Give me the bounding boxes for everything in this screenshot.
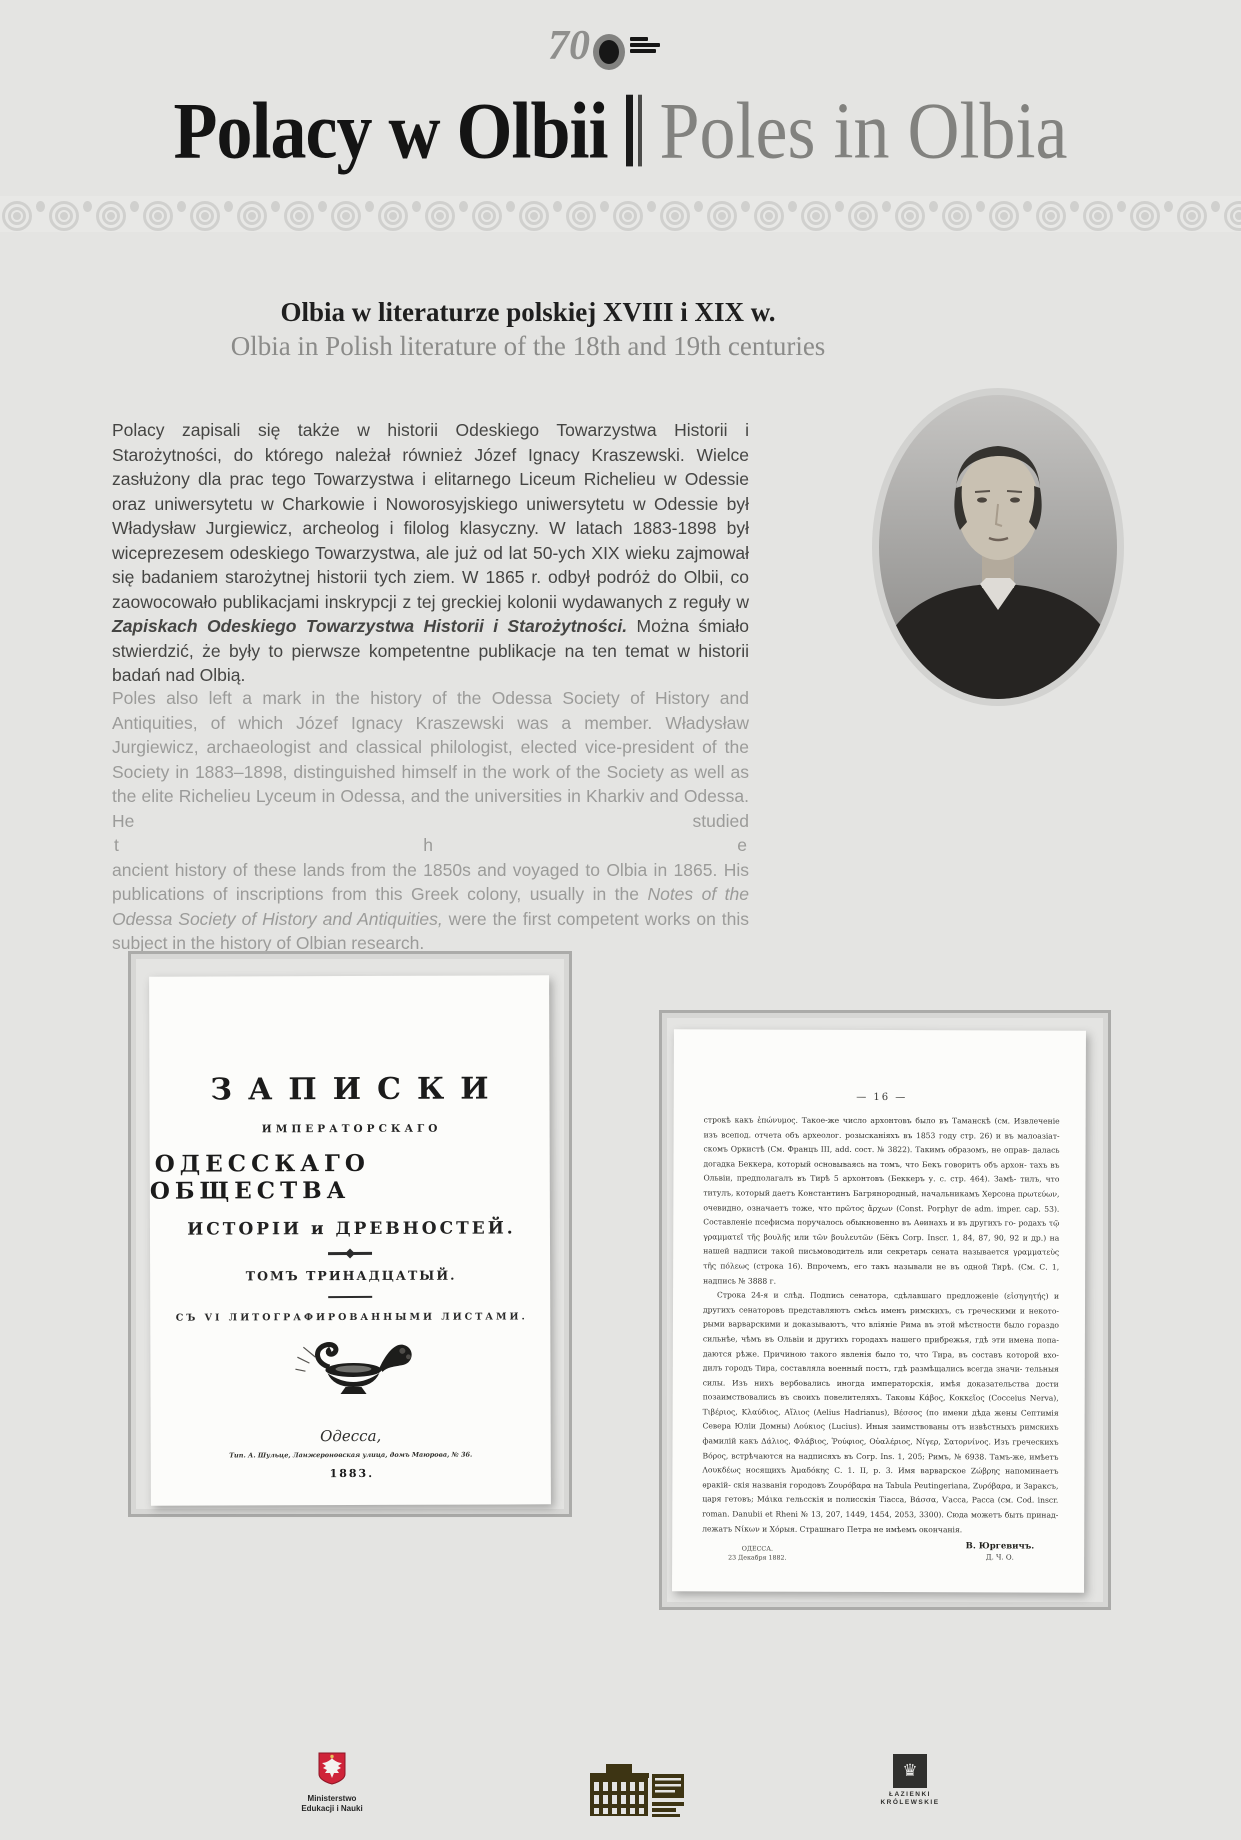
stretched-letter-h: h (423, 835, 433, 855)
doc1-city: Одесса, (320, 1426, 382, 1446)
doc1-subtitle3: ИСТОРІИ и ДРЕВНОСТЕЙ. (187, 1218, 516, 1240)
greek-wave-border (0, 196, 1241, 232)
polish-paragraph-italic: Zapiskach Odeskiego Towarzystwa Historii i Starożytności. (112, 616, 628, 636)
logo-text-bars (630, 37, 660, 53)
document2-text-page (672, 1029, 1086, 1592)
title-divider (626, 95, 642, 167)
logo-zero-mark (593, 34, 625, 70)
stretched-letter-t: t (114, 835, 119, 855)
lazienki-label-line1: ŁAZIENKI (889, 1791, 931, 1798)
logo-70-number: 70 (548, 23, 590, 69)
english-paragraph-italic: Notes of the Odessa Society of History and Antiquities, (112, 884, 749, 929)
english-paragraph-part2: ancient history of these lands from the 1850s and voyaged to Olbia in 1865. His publications of inscriptions from this Greek colony, usually in the Notes of the Odessa Society of History and Antiquities, were the first competent works on this subject in the history of Olbian research. (112, 859, 750, 953)
doc2-signature-name: В. Юргевичъ. (965, 1541, 1035, 1552)
ministry-label-line1: Ministerstwo (307, 1794, 357, 1803)
lazienki-crown-icon: ♛ (893, 1754, 927, 1788)
english-paragraph (112, 686, 749, 956)
stretched-letter-e: e (737, 835, 747, 855)
poster-title-polish: Polacy w Olbii (173, 85, 608, 176)
museum-building-logo (590, 1764, 694, 1822)
polish-eagle-crest-icon (318, 1752, 346, 1786)
doc1-ornament-rule (328, 1252, 372, 1255)
doc1-rule (328, 1295, 372, 1298)
polish-paragraph-text: Polacy zapisali się także w historii Odeskiego Towarzystwa Historii i Starożytności, do którego należał również Józef Ignacy Kraszewski. Wielce zasłużony dla prac tego Towarzystwa i elitarnego Liceum Richelieu w Odessie oraz uniwersytetu w Charkowie i Noworosyjskiego uniwersytetu w Odessie był Władysław Jurgiewicz, archeolog i filolog klasyczny. W latach 1883-1898 był wiceprezesem odeskiego Towarzystwa, ale już od lat 50-ych XIX wieku zajmował się badaniem starożytnej historii tych ziem. W 1865 r. odbył podróż do Olbii, co zaowocowało publikacjami inskrypcji z tej greckiej kolonii wydawanych z reguły w (112, 420, 749, 612)
lazienki-logo (876, 1754, 944, 1807)
doc1-subtitle2: ОДЕССКАГО ОБЩЕСТВА (149, 1149, 370, 1205)
doc1-plates-note: СЪ VI ЛИТОГРАФИРОВАННЫМИ ЛИСТАМИ. (175, 1311, 528, 1324)
doc1-volume: ТОМЪ ТРИНАДЦАТЫЙ. (245, 1267, 457, 1283)
stretched-the-line (112, 833, 749, 858)
doc2-paragraph-2: Строка 24-я и слѣд. Подпись сенатора, сдѣлавшаго предложеніе (εἰσηγητής) и другихъ сенаторовъ представляютъ смѣсь именъ римскихъ, съ греческими и некото- рыми варварскими и доказываютъ, что вліяніе Рима въ этой мѣстности было гораздо сильнѣе, чѣмъ въ Ольвіи и другихъ городахъ нашего прибрежья, гдѣ эти имена попа- даются рѣже. Причиною такого явленія было то, что Тира, въ составъ которой вхо- дилъ городъ Тира, составляла военный постъ, гдѣ размѣщались всегда значи- тельныя силы. Изъ нихъ вербовались иногда императорскія, имѣя доказательства дости позаимствовались въ своихъ повелителяхъ. Таковы Κάβος, Κοκκεῖος (Cocceius Nerva), Τιβέριος, Κλαύδιος, Αἴλιος (Aelius Hadrianus), Вέσσος (по имени дѣда жены Септимія Севера Юліи Домны) Λούκιος (Lucius). Иныя заимствованы отъ извѣстныхъ римскихъ фамилій какъ Δάλιος, Φλάβιος, Ῥούφιος, Οὐαλέριος, Νίγερ, Σατορνίνος. Изъ греческихъ Βόρος, встрѣчаются на надписяхъ въ Corp. Ins. 1, 205; Римъ, № 6938. Тамъ-же, имѣетъ Λουκδέως носящихъ Ἀμαδόκης С. 1. II, р. 3. Имя варварское Ζώβρης напоминаетъ ѳракій- скія названія городовъ Ζουρόβαρα на Tabula Peutingeriana, Ζυρόβαρα, и Зараксъ, царя гетовъ; Μάικα гельсскія и полисскія Тіасса, Вάσσα, Ѵасса, Расса (см. Cod. inscr. roman. Danubii et Rheni № 13, 207, 1449, 1454, 2053, 3300). Сюда можетъ быть принад- лежатъ Νίκων и Χόρыя. Страшнаго Петра не имѣемъ окончанія. (702, 1290, 1060, 1534)
oil-lamp-illustration (275, 1337, 425, 1404)
english-paragraph-part1: Poles also left a mark in the history of the Odessa Society of History and Antiquities, of which Józef Ignacy Kraszewski was a member. Władysław Jurgiewicz, archaeologist and classical philologist, elected vice-president of the Society in 1883–1898, distinguished himself in the work of the Society as well as the elite Richelieu Lyceum in Odessa, and the universities in Kharkiv and Odessa. He studied (112, 688, 749, 831)
doc1-title: ЗАПИСКИ (210, 1071, 505, 1108)
doc1-year: 1883. (329, 1466, 375, 1481)
doc2-place: ОДЕССА. (741, 1545, 774, 1553)
section-heading-english: Olbia in Polish literature of the 18th and 19th centuries (230, 331, 826, 361)
doc2-author-signature (966, 1542, 1035, 1562)
section-heading-polish: Olbia w literaturze polskiej XVIII i XIX w. (280, 297, 776, 327)
ministry-label-line2: Edukacji i Nauki (301, 1803, 363, 1813)
ministry-logo (287, 1752, 377, 1813)
lazienki-label-line2: KRÓLEWSKIE (880, 1799, 940, 1806)
polish-paragraph (112, 418, 749, 688)
poster-title-english: Poles in Olbia (659, 85, 1068, 176)
document1-title-page (149, 975, 551, 1505)
doc1-imprint: Тип. А. Шульце, Ланжероновская улица, домъ Маюрова, № 36. (229, 1450, 473, 1460)
doc2-signature-title: Д. Ч. О. (985, 1553, 1014, 1562)
polish-paragraph-text-2: Można śmiało stwierdzić, że były to pierwsze kompetentne publikacje na ten temat w historii badań nad Olbią. (112, 616, 749, 685)
poster-title (0, 85, 1241, 176)
doc2-signature-block (702, 1541, 1058, 1564)
doc2-date: 23 Декабря 1882. (728, 1554, 787, 1562)
doc2-page-number: — 16 — (856, 1091, 908, 1104)
doc1-subtitle1: ИМПЕРАТОРСКАГО (261, 1122, 442, 1136)
doc2-paragraph-1: строкѣ какъ ἑπώνυμος. Такое-же число архонтовъ было въ Таманскѣ (см. Извлеченіе изъ всепод. отчета объ археолог. розысканіяхъ въ 1853 году стр. 26) и въ малоазіат- скомъ Оркистѣ (См. Францъ III, add. сост. № 3822). Такимъ образомъ, не оправ- далась догадка Беккера, который основываясь на томъ, что Бекъ говоритъ объ архон- тахъ въ Ольвіи, предполагалъ въ Тирѣ 5 архонтовъ (Беккеръ у. с. стр. 464). Замѣ- тилъ, что титулъ, который даетъ Константинъ Багрянородный, начальникамъ Херсона πρωτεύων, очевидно, означаетъ тоже, что πρῶτος ἄρχων (Const. Porphyr de adm. imper. cap. 53). Составленіе псефисма поручалось обыкновенно въ Аѳинахъ и въ другихъ го- родахъ τῷ γραμματεῖ τῆς βουλῆς или τῶν βουλευτῶν (Бёкъ Corp. Inscr. 1, 84, 87, 90, 92 и др.) на нашей надписи такой письмоводитель или секретарь сената называется γραμματεὺς τῆς πόλεως (строка 16). Впрочемъ, его такъ называли не въ одной Тирѣ. (См. С. 1, надпись № 3888 г. (703, 1115, 1060, 1286)
anniversary-70-logo (548, 23, 660, 70)
oval-portrait-photo (872, 388, 1124, 706)
doc2-place-date (728, 1545, 786, 1563)
